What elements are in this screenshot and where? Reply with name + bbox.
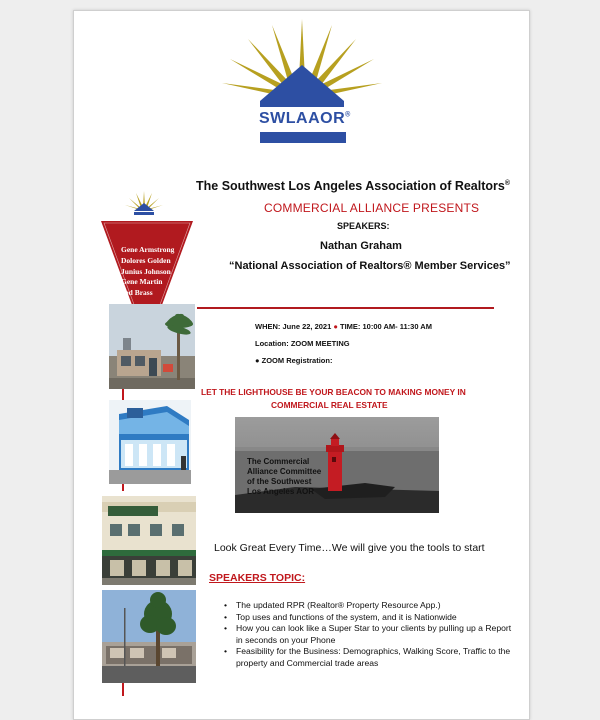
alliance-title: COMMERCIAL ALLIANCE PRESENTS [264, 201, 480, 215]
building-photo-1 [109, 304, 195, 389]
speakers-heading: SPEAKERS: [337, 221, 390, 231]
logo-wordmark: SWLAAOR® [259, 110, 351, 127]
caption-line: Alliance Committee [247, 467, 322, 476]
caption-line: Los Angeles AOR [247, 487, 314, 496]
event-location: Location: ZOOM MEETING [255, 339, 350, 348]
mini-logo-icon [124, 191, 164, 217]
topic-item: • Top uses and functions of the system, and it is Nationwide [224, 611, 457, 622]
divider-line [197, 307, 494, 309]
headline-line1: LET THE LIGHTHOUSE BE YOUR BEACON TO MAKING MONEY IN [201, 387, 466, 397]
tagline: Look Great Every Time…We will give you the tools to start [214, 542, 485, 554]
topic-item: • Feasibility for the Business: Demographics, Walking Score, Traffic to the property and Commercial trade areas [224, 646, 511, 668]
swlaaor-logo-icon [220, 17, 384, 109]
logo-underline-bar [260, 132, 346, 143]
banner-names [121, 245, 174, 299]
lighthouse-caption [247, 457, 347, 497]
caption-line: of the Southwest [247, 477, 312, 486]
building-photo-4 [102, 590, 196, 683]
topics-list [224, 600, 514, 669]
speaker-name: Nathan Graham [320, 240, 402, 252]
building-photo-2 [109, 400, 191, 484]
banner-name: Gene Armstrong [121, 245, 175, 254]
banner-name: Gene Martin [121, 277, 163, 287]
building-photo-3 [102, 496, 196, 585]
topic-item: • The updated RPR (Realtor® Property Resource App.) [224, 600, 441, 610]
banner-name: Ted Brass [121, 288, 153, 298]
zoom-registration[interactable]: ● ZOOM Registration: [255, 356, 333, 365]
flyer-page [73, 10, 530, 720]
banner-name: Junius Johnson [121, 266, 171, 276]
topic-item: • How you can look like a Super Star to your clients by pulling up a Report in seconds on your Phone [224, 623, 512, 645]
event-when: WHEN: June 22, 2021 ● TIME: 10:00 AM- 11:30 AM [255, 322, 432, 331]
caption-line: The Commercial [247, 457, 310, 466]
org-name: The Southwest Los Angeles Association of Realtors® [196, 179, 511, 193]
headline-line2: COMMERCIAL REAL ESTATE [271, 400, 388, 410]
banner-name: Dolores Golden [121, 255, 171, 265]
topics-heading: SPEAKERS TOPIC: [209, 572, 306, 584]
speaker-title: “National Association of Realtors® Member Services” [229, 260, 511, 272]
